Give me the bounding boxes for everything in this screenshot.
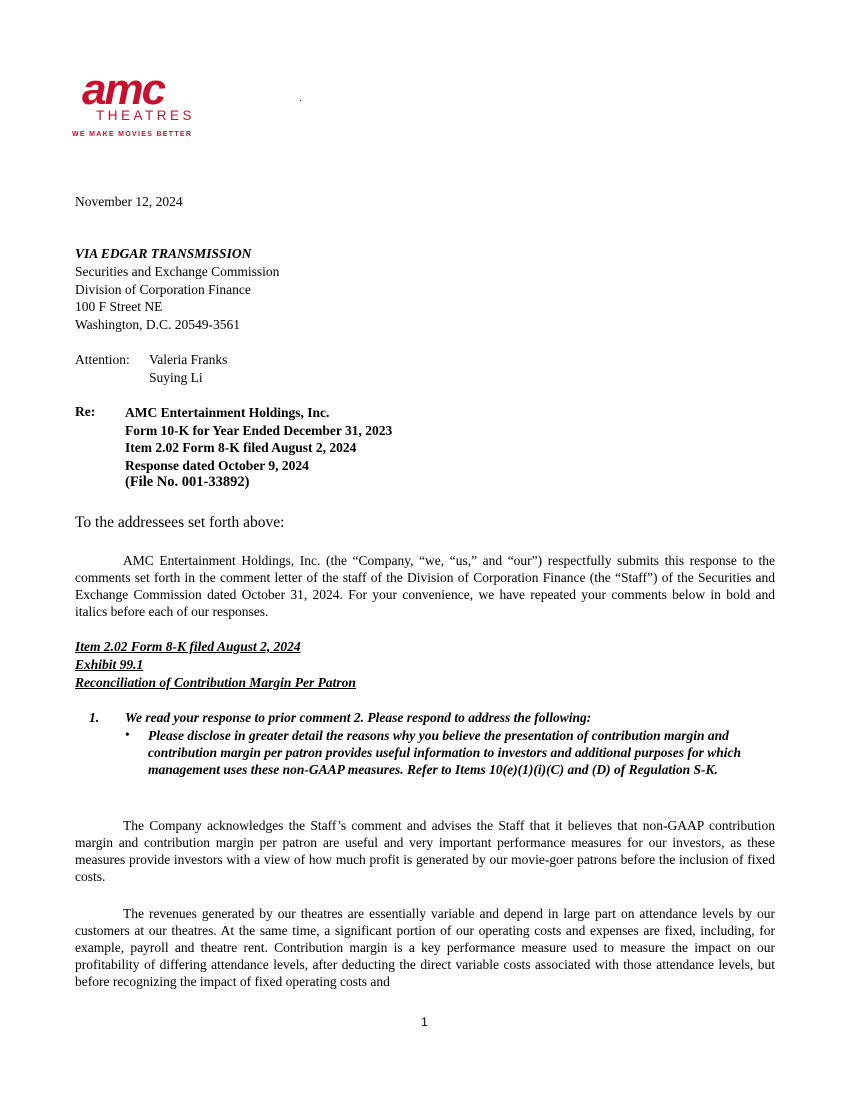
- logo-wordmark: amc: [82, 65, 165, 114]
- intro-paragraph: [75, 552, 775, 620]
- re-line: Form 10-K for Year Ended December 31, 2023: [125, 422, 393, 438]
- comment-bullet: Please disclose in greater detail the reasons why you believe the presentation of contribution margin and contribution margin per patron provides useful information to investors and additional purposes for which management uses these non-GAAP measures. Refer to Items 10(e)(1)(i)(C) and (D) of Regulation S-K.: [148, 728, 741, 777]
- logo-subtitle: THEATRES: [96, 108, 196, 123]
- stray-dot: [300, 100, 301, 101]
- re-line: AMC Entertainment Holdings, Inc.: [125, 405, 330, 420]
- salutation: To the addressees set forth above:: [75, 514, 285, 531]
- response-paragraph: [75, 905, 775, 990]
- re-line: (File No. 001-33892): [125, 474, 250, 490]
- re-block: [125, 404, 392, 492]
- section-heading: Item 2.02 Form 8-K filed August 2, 2024: [75, 639, 301, 654]
- intro-text: AMC Entertainment Holdings, Inc. (the “Company, “we, “us,” and “our”) respectfully submits this response to the comments set forth in the comment letter of the staff of the Division of Corporation Finance (the “Staff”) of the Securities and Exchange Commission dated October 31, 2024. For your convenience, we have repeated your comments below in bold and italics before each of our responses.: [75, 553, 775, 619]
- amc-logo: [72, 65, 242, 138]
- response-paragraph: [75, 817, 775, 885]
- response-text: The revenues generated by our theatres are essentially variable and depend in large part on attendance levels by our customers at our theatres. At the same time, a significant portion of our operating costs and expenses are fixed, including, for example, payroll and theatre rent. Contribution margin is a key performance measure used to measure the impact on our profitability of differing attendance levels, after deducting the direct variable costs associated with those attendance levels, but before recognizing the impact of fixed operating costs and: [75, 906, 775, 989]
- re-label: Re:: [75, 404, 96, 419]
- comment-lead: We read your response to prior comment 2. Please respond to address the following:: [125, 710, 592, 725]
- comment-number: 1.: [89, 710, 100, 725]
- section-heading: Exhibit 99.1: [75, 657, 144, 672]
- attention-name: Suying Li: [149, 370, 203, 385]
- bullet-icon: •: [125, 727, 130, 742]
- attention-name: Valeria Franks: [149, 352, 228, 367]
- address-line: Division of Corporation Finance: [75, 282, 251, 297]
- page-number: 1: [421, 1015, 428, 1029]
- address-line: Securities and Exchange Commission: [75, 264, 280, 279]
- via-line: VIA EDGAR TRANSMISSION: [75, 246, 252, 261]
- section-heading: Reconciliation of Contribution Margin Per Patron: [75, 675, 356, 690]
- attention-label: Attention:: [75, 352, 130, 367]
- logo-tagline: WE MAKE MOVIES BETTER: [72, 131, 193, 138]
- address-line: Washington, D.C. 20549-3561: [75, 317, 241, 332]
- address-line: 100 F Street NE: [75, 299, 163, 314]
- response-text: The Company acknowledges the Staff’s comment and advises the Staff that it believes that non-GAAP contribution margin and contribution margin per patron are useful and very important performance measures for our investors, as these measures provide investors with a view of how much profit is generated by our movie-goer patrons before the inclusion of fixed costs.: [75, 818, 775, 884]
- letter-date: November 12, 2024: [75, 194, 183, 209]
- re-line: Item 2.02 Form 8-K filed August 2, 2024: [125, 440, 357, 455]
- re-line: Response dated October 9, 2024: [125, 457, 309, 473]
